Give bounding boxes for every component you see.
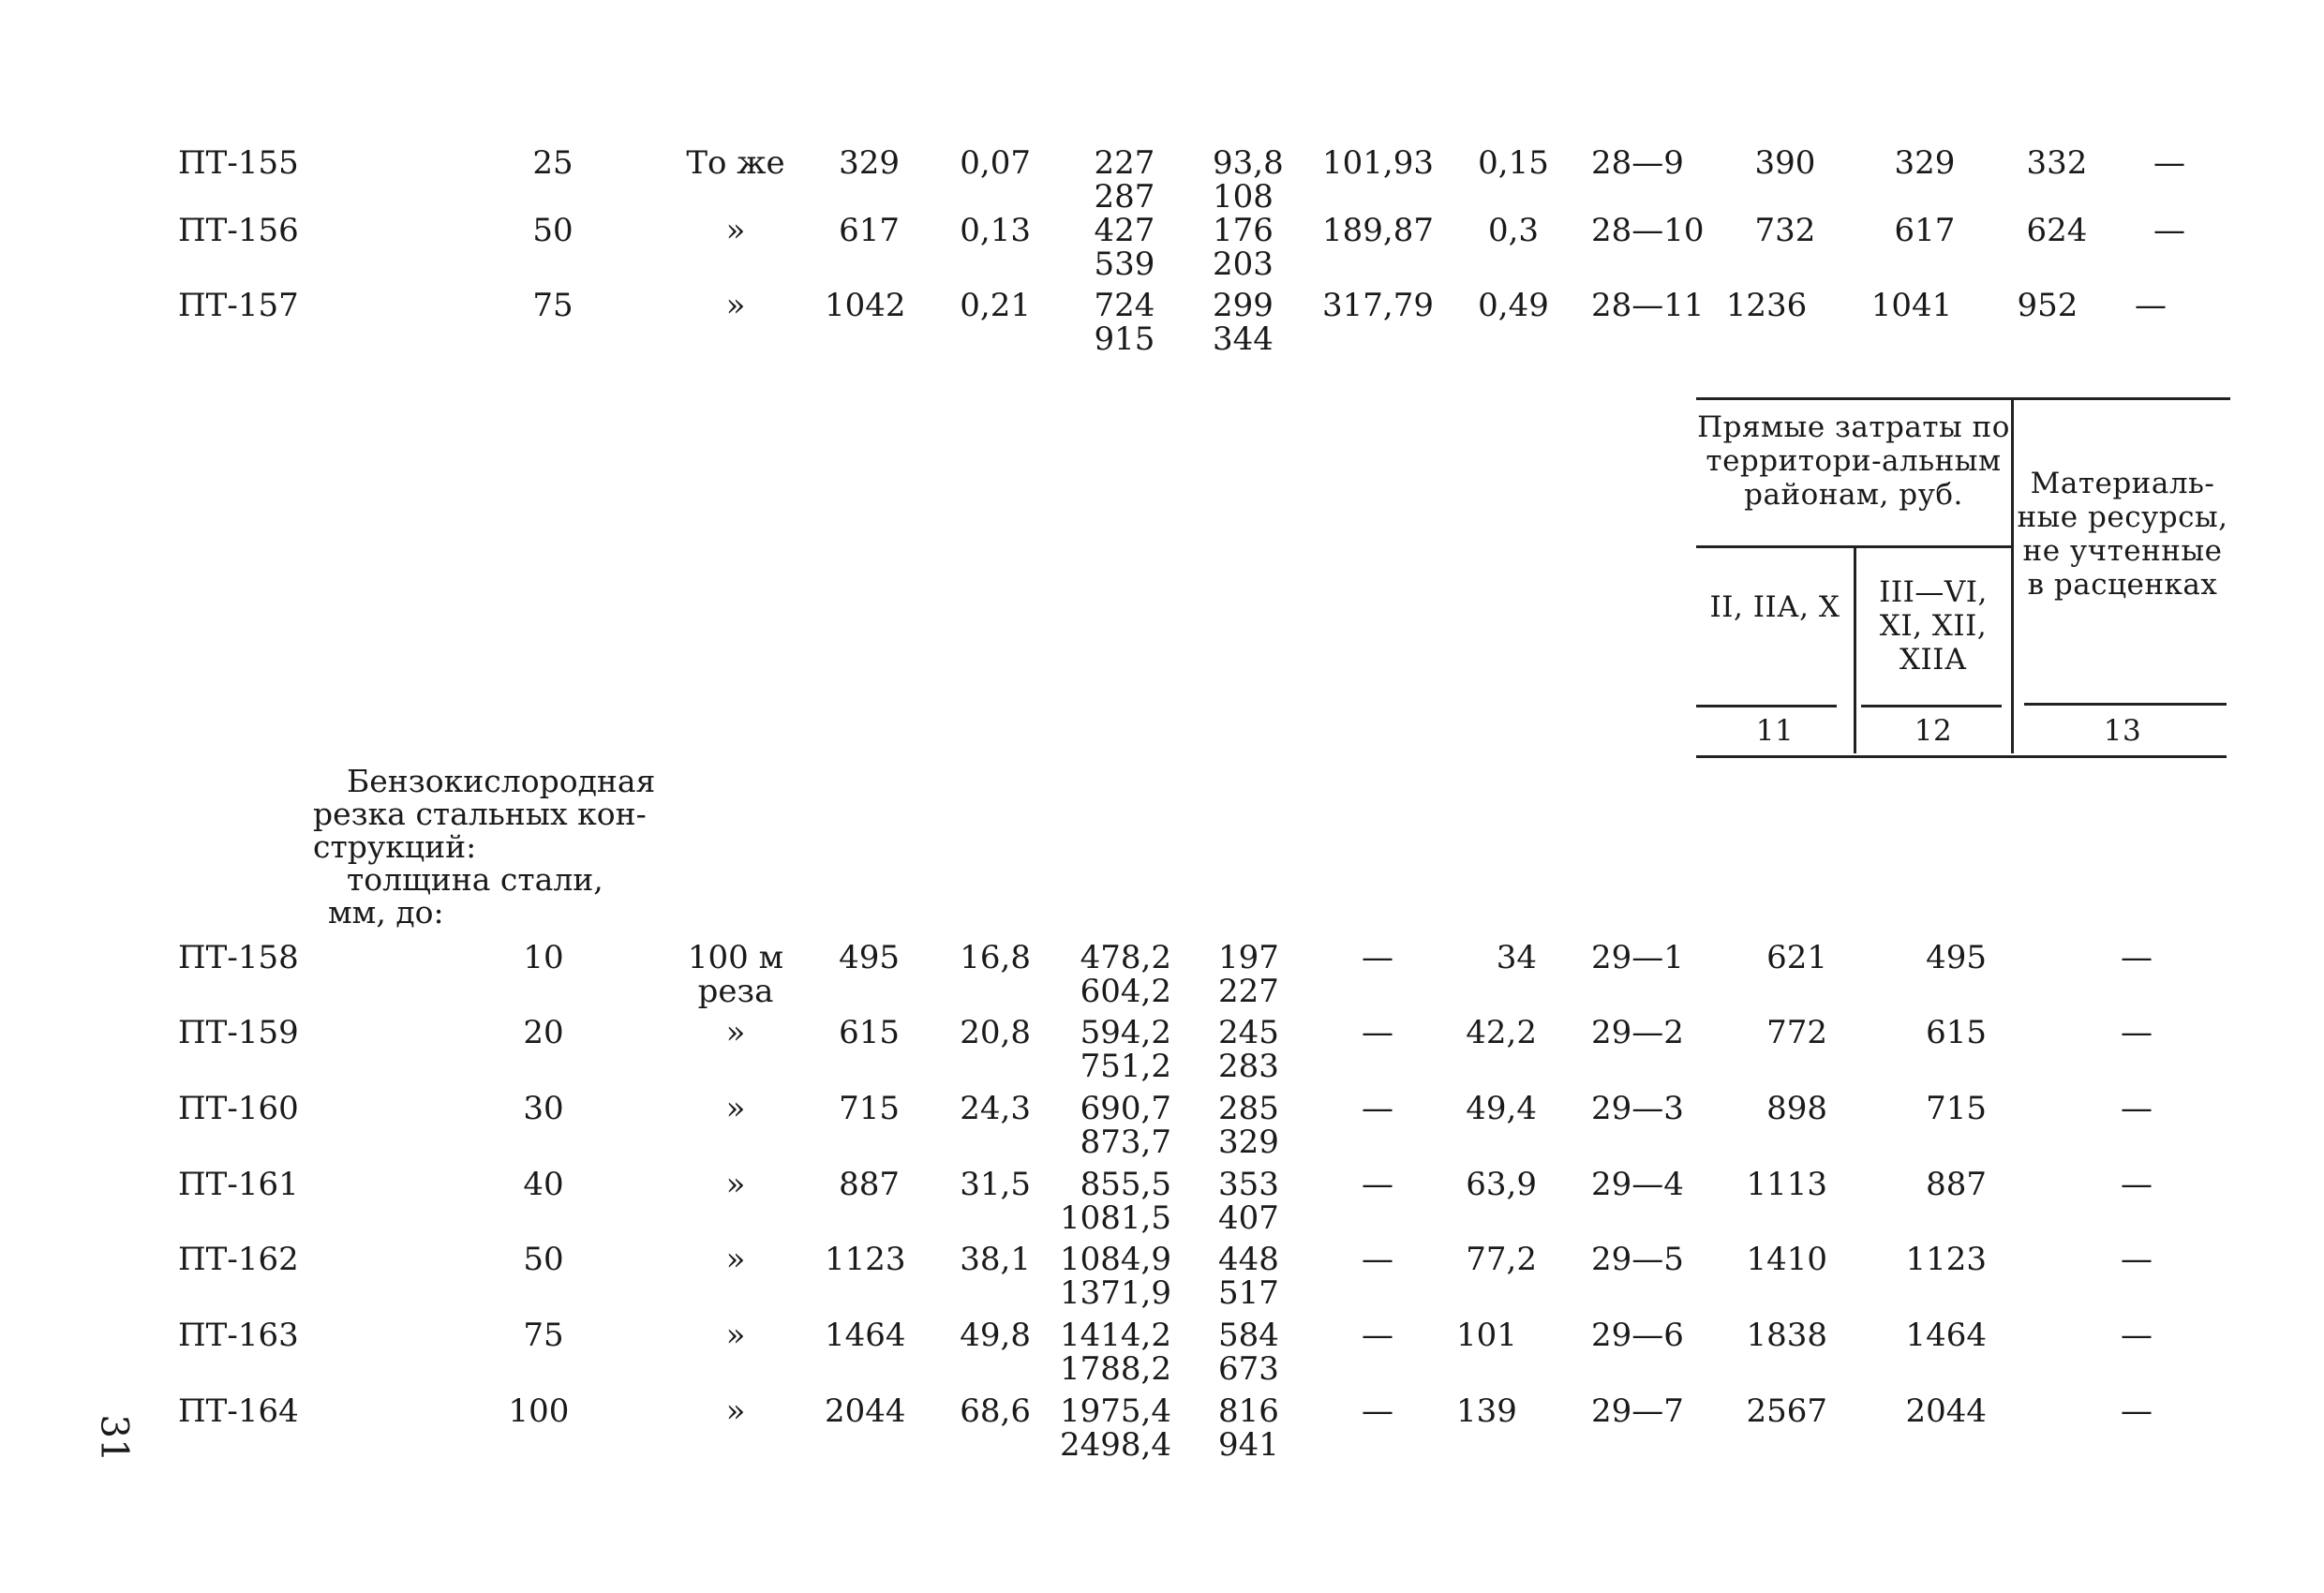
value-cell: —	[1362, 1241, 1393, 1278]
materials-cell: —	[2121, 1392, 2153, 1430]
cost-cell: 617	[839, 212, 900, 249]
value-cell: —	[1362, 1166, 1393, 1203]
value-cell: 77,2	[1466, 1241, 1537, 1278]
header-divider	[2011, 397, 2014, 753]
code-cell: ПТ-161	[178, 1166, 299, 1203]
column-number-11: 11	[1755, 714, 1795, 748]
value-cell: 0,21	[960, 287, 1031, 324]
ref-cell: 29—5	[1591, 1241, 1684, 1278]
table-row	[0, 1168, 2324, 1252]
materials-cell: —	[2121, 1014, 2153, 1051]
ref-cell: 29—1	[1591, 939, 1684, 976]
ref-cell: 29—7	[1591, 1392, 1684, 1430]
value-cell: 0,13	[960, 212, 1031, 249]
zone-b-cell: 615	[1926, 1014, 1987, 1051]
value-cell: 101	[1456, 1317, 1517, 1354]
value-pair: 227 287	[1094, 144, 1155, 216]
value-cell: 20,8	[960, 1014, 1031, 1051]
table-row	[0, 1016, 2324, 1100]
section-heading: Бензокислородная резка стальных кон- струкций: толщина стали, мм, до:	[313, 763, 656, 930]
value-pair: 1414,2 1788,2	[1060, 1317, 1171, 1388]
value-pair: 197 227	[1218, 939, 1279, 1010]
materials-cell: —	[2121, 1241, 2153, 1278]
value-pair: 478,2 604,2	[1080, 939, 1171, 1010]
ref-cell: 28—10	[1591, 212, 1705, 249]
page-number: 31	[92, 1414, 136, 1463]
value-cell: —	[1362, 939, 1393, 976]
code-cell: ПТ-159	[178, 1014, 299, 1051]
cost-cell: 495	[839, 939, 900, 976]
value-pair: 1084,9 1371,9	[1060, 1241, 1171, 1312]
cost-cell: 715	[839, 1090, 900, 1127]
zone-a-cell: 1838	[1746, 1317, 1827, 1354]
materials-cell: —	[2153, 212, 2185, 249]
zone-a-cell: 1410	[1746, 1241, 1827, 1278]
value-pair: 245 283	[1218, 1014, 1279, 1085]
zone-a-cell: 898	[1766, 1090, 1827, 1127]
value-cell: 24,3	[960, 1090, 1031, 1127]
unit-cell: »	[725, 1014, 746, 1051]
ref-cell: 29—6	[1591, 1317, 1684, 1354]
value-pair: 584 673	[1218, 1317, 1279, 1388]
ref-cell: 29—3	[1591, 1090, 1684, 1127]
zone-b-heading: III—VI, XI, XII, XIIА	[1879, 575, 1988, 677]
value-cell: 0,07	[960, 144, 1031, 182]
value-cell: 0,49	[1478, 287, 1549, 324]
value-cell: 0,15	[1478, 144, 1549, 182]
code-cell: ПТ-155	[178, 144, 299, 182]
value-pair: 93,8 108	[1213, 144, 1284, 216]
size-cell: 30	[523, 1090, 564, 1127]
value-cell: —	[1362, 1090, 1393, 1127]
direct-costs-heading: Прямые затраты по территори-альным районам, руб.	[1697, 410, 2010, 512]
zone-b-cell: 887	[1926, 1166, 1987, 1203]
ref-cell: 29—4	[1591, 1166, 1684, 1203]
cost-cell: 1123	[825, 1241, 906, 1278]
zone-a-cell: 772	[1766, 1014, 1827, 1051]
value-cell: 0,3	[1487, 212, 1540, 249]
unit-cell: »	[725, 1317, 746, 1354]
value-pair: 724 915	[1094, 287, 1155, 358]
table-row	[0, 1394, 2324, 1479]
zone-b-cell: 1123	[1905, 1241, 1987, 1278]
size-cell: 50	[523, 1241, 564, 1278]
zone-b-cell: 715	[1926, 1090, 1987, 1127]
code-cell: ПТ-156	[178, 212, 299, 249]
unit-cell: То же	[686, 144, 785, 182]
size-cell: 25	[532, 144, 574, 182]
cost-cell: 329	[839, 144, 900, 182]
header-bottom-rule	[1696, 755, 2227, 758]
cost-cell: 615	[839, 1014, 900, 1051]
table-row	[0, 1318, 2324, 1403]
value-cell: 952	[2017, 287, 2078, 324]
size-cell: 40	[523, 1166, 564, 1203]
header-rule	[2024, 703, 2227, 706]
value-pair: 448 517	[1218, 1241, 1279, 1312]
value-cell: 332	[2026, 144, 2088, 182]
value-pair: 690,7 873,7	[1080, 1090, 1171, 1161]
zone-b-cell: 329	[1894, 144, 1956, 182]
value-cell: —	[1362, 1392, 1393, 1430]
ref-cell: 29—2	[1591, 1014, 1684, 1051]
code-cell: ПТ-164	[178, 1392, 299, 1430]
value-pair: 285 329	[1218, 1090, 1279, 1161]
zone-a-cell: 1236	[1725, 287, 1808, 324]
size-cell: 10	[523, 939, 564, 976]
table-row	[0, 1243, 2324, 1327]
cost-cell: 2044	[825, 1392, 906, 1430]
value-cell: 139	[1456, 1392, 1517, 1430]
materials-cell: —	[2135, 287, 2167, 324]
value-cell: 38,1	[960, 1241, 1031, 1278]
value-cell: 49,8	[960, 1317, 1031, 1354]
header-rule	[1861, 705, 2002, 707]
zone-a-cell: 390	[1754, 144, 1816, 182]
value-cell: 624	[2026, 212, 2088, 249]
value-cell: 31,5	[960, 1166, 1031, 1203]
header-top-rule	[1696, 397, 2230, 400]
zone-b-cell: 2044	[1905, 1392, 1987, 1430]
column-number-13: 13	[2103, 714, 2142, 748]
code-cell: ПТ-162	[178, 1241, 299, 1278]
value-cell: 49,4	[1466, 1090, 1537, 1127]
materials-cell: —	[2121, 1090, 2153, 1127]
size-cell: 75	[532, 287, 574, 324]
value-pair: 816 941	[1218, 1392, 1279, 1464]
materials-cell: —	[2153, 144, 2185, 182]
size-cell: 20	[523, 1014, 564, 1051]
ref-cell: 28—9	[1591, 144, 1684, 182]
ref-cell: 28—11	[1591, 287, 1705, 324]
materials-cell: —	[2121, 939, 2153, 976]
code-cell: ПТ-157	[178, 287, 299, 324]
unit-cell: 100 м реза	[687, 939, 784, 1010]
zone-a-cell: 732	[1754, 212, 1816, 249]
value-cell: 101,93	[1322, 144, 1434, 182]
cost-cell: 1042	[825, 287, 906, 324]
unit-cell: »	[725, 1166, 746, 1203]
value-cell: 189,87	[1322, 212, 1434, 249]
table-row	[0, 214, 2324, 298]
value-pair: 594,2 751,2	[1080, 1014, 1171, 1085]
unit-cell: »	[725, 287, 746, 324]
value-pair: 353 407	[1218, 1166, 1279, 1237]
table-row	[0, 1092, 2324, 1176]
value-pair: 176 203	[1213, 212, 1274, 283]
zone-a-cell: 621	[1766, 939, 1827, 976]
value-pair: 855,5 1081,5	[1060, 1166, 1171, 1237]
value-cell: 34	[1496, 939, 1537, 976]
table-row	[0, 941, 2324, 1025]
value-cell: 63,9	[1466, 1166, 1537, 1203]
zone-b-cell: 617	[1894, 212, 1956, 249]
unit-cell: »	[725, 1090, 746, 1127]
code-cell: ПТ-158	[178, 939, 299, 976]
value-pair: 427 539	[1094, 212, 1155, 283]
materials-cell: —	[2121, 1166, 2153, 1203]
code-cell: ПТ-160	[178, 1090, 299, 1127]
zone-a-cell: 2567	[1746, 1392, 1827, 1430]
value-pair: 1975,4 2498,4	[1060, 1392, 1171, 1464]
unit-cell: »	[725, 1392, 746, 1430]
column-number-12: 12	[1914, 714, 1953, 748]
value-cell: 16,8	[960, 939, 1031, 976]
value-cell: —	[1362, 1317, 1393, 1354]
zone-b-cell: 1464	[1905, 1317, 1987, 1354]
size-cell: 50	[532, 212, 574, 249]
zone-a-heading: II, IIА, X	[1709, 590, 1840, 624]
value-cell: 68,6	[960, 1392, 1031, 1430]
value-pair: 299 344	[1213, 287, 1274, 358]
table-header	[1696, 394, 2230, 761]
cost-cell: 887	[839, 1166, 900, 1203]
header-rule	[1696, 705, 1837, 707]
size-cell: 75	[523, 1317, 564, 1354]
zone-a-cell: 1113	[1746, 1166, 1827, 1203]
unit-cell: »	[725, 1241, 746, 1278]
code-cell: ПТ-163	[178, 1317, 299, 1354]
unit-cell: »	[725, 212, 746, 249]
value-cell: 317,79	[1322, 287, 1434, 324]
materials-cell: —	[2121, 1317, 2153, 1354]
zone-b-cell: 1041	[1870, 287, 1953, 324]
table-row	[0, 289, 2324, 373]
size-cell: 100	[508, 1392, 570, 1430]
cost-cell: 1464	[825, 1317, 906, 1354]
zone-b-cell: 495	[1926, 939, 1987, 976]
value-cell: —	[1362, 1014, 1393, 1051]
materials-heading: Материаль-ные ресурсы, не учтенные в расценках	[2017, 467, 2228, 602]
value-cell: 42,2	[1466, 1014, 1537, 1051]
